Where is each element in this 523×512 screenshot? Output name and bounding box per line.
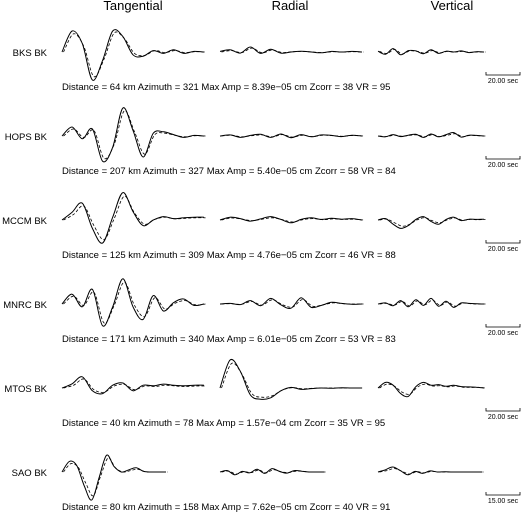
time-scale-label: 20.00 sec [487,246,519,253]
station-row [5,108,520,177]
station-row [2,193,520,261]
time-scale-label: 20.00 sec [487,330,519,337]
observed-waveform [220,47,362,53]
station-row [4,359,520,429]
observed-waveform [62,193,204,244]
time-scale-label: 15.00 sec [487,498,519,505]
station-info: Distance = 171 km Azimuth = 340 Max Amp = 6.01e−05 cm Zcorr = 53 VR = 83 [62,334,396,345]
time-scale-label: 20.00 sec [487,162,519,169]
observed-waveform [62,108,204,162]
time-scale-label: 20.00 sec [487,414,519,421]
time-scale-bar [486,156,520,159]
station-info: Distance = 40 km Azimuth = 78 Max Amp = 1.57e−04 cm Zcorr = 35 VR = 95 [62,418,386,429]
observed-waveform [378,382,484,396]
station-info: Distance = 64 km Azimuth = 321 Max Amp = 8.39e−05 cm Zcorr = 38 VR = 95 [62,82,391,93]
station-label: SAO BK [11,468,47,479]
station-row [12,455,520,512]
station-info: Distance = 80 km Azimuth = 158 Max Amp = 7.62e−05 cm Zcorr = 40 VR = 91 [62,502,391,512]
station-row [13,30,520,93]
station-label: MCCM BK [2,216,47,227]
time-scale-bar [486,240,520,243]
time-scale-bar [486,492,520,495]
synthetic-waveform [64,458,168,496]
station-label: MTOS BK [4,384,47,395]
station-row [3,279,520,345]
synthetic-waveform [222,218,364,222]
time-scale-bar [486,324,520,327]
observed-waveform [378,298,484,307]
observed-waveform [220,469,324,475]
station-label: BKS BK [12,48,47,59]
station-label: HOPS BK [4,132,47,143]
observed-waveform [62,455,166,500]
observed-waveform [62,30,204,81]
synthetic-waveform [222,363,364,397]
time-scale-label: 20.00 sec [487,78,519,85]
station-label: MNRC BK [3,300,47,311]
station-info: Distance = 207 km Azimuth = 327 Max Amp = 5.40e−05 cm Zcorr = 58 VR = 84 [62,166,396,177]
observed-waveform [220,359,362,399]
column-title-radial: Radial [271,0,309,13]
station-info: Distance = 125 km Azimuth = 309 Max Amp = 4.76e−05 cm Zcorr = 46 VR = 88 [62,250,396,261]
column-title-vertical: Vertical [430,0,474,13]
time-scale-bar [486,408,520,411]
time-scale-bar [486,72,520,75]
observed-waveform [220,298,362,309]
observed-waveform [378,467,482,475]
column-title-tangential: Tangential [103,0,163,13]
